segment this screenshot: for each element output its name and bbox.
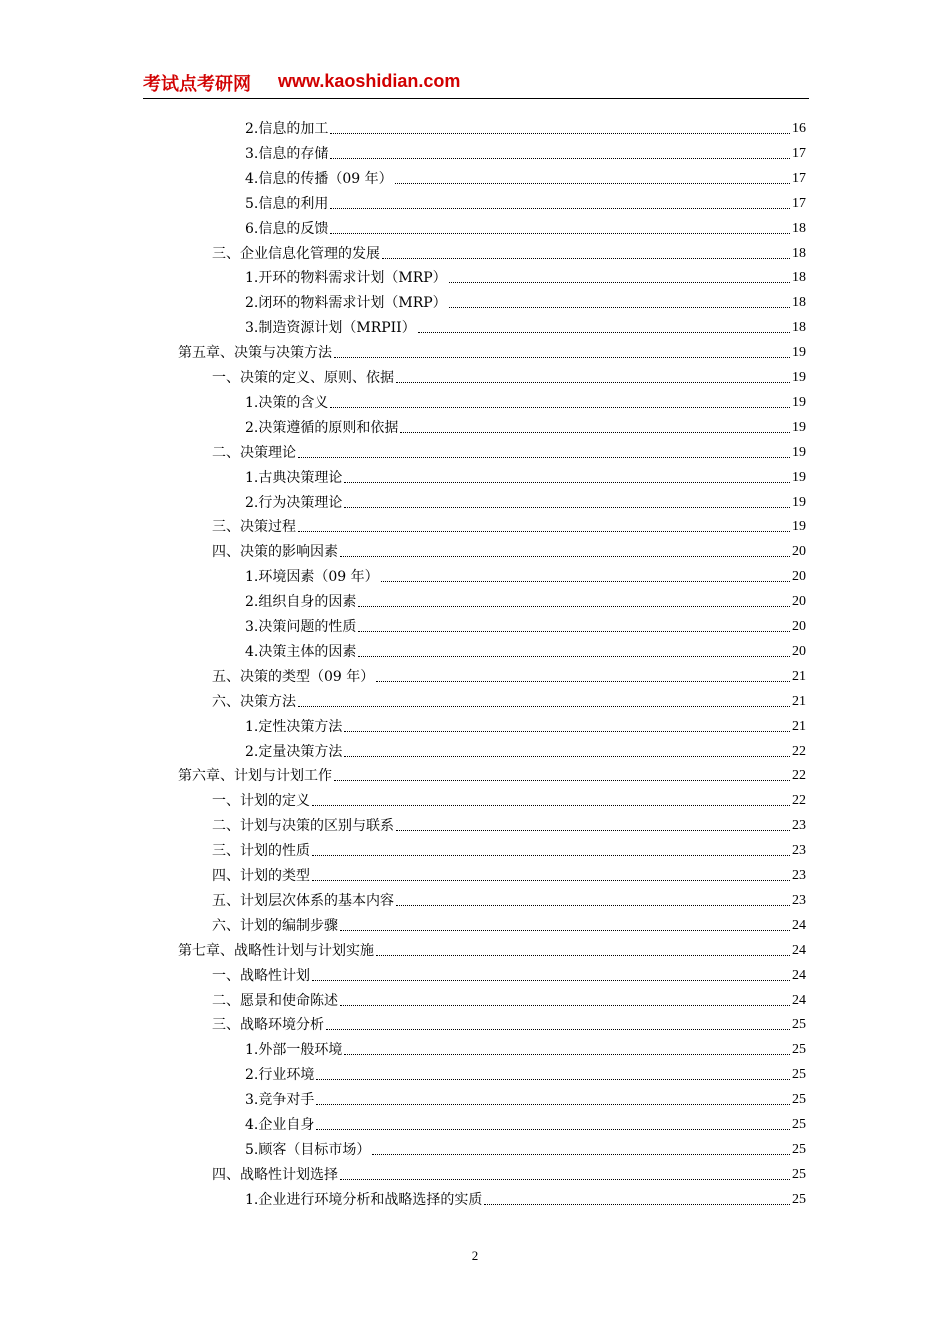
toc-entry-title: 3.制造资源计划（MRPII） <box>245 320 416 337</box>
toc-entry[interactable] <box>245 116 806 138</box>
toc-entry[interactable] <box>245 490 806 512</box>
toc-entry[interactable] <box>245 1037 806 1059</box>
toc-entry-title: 六、决策方法 <box>212 693 296 710</box>
toc-entry-title: 1.外部一般环境 <box>245 1042 343 1059</box>
toc-entry[interactable] <box>245 1087 806 1109</box>
toc-entry-page: 18 <box>792 245 806 261</box>
toc-entry[interactable] <box>245 415 806 437</box>
toc-entry-title: 三、企业信息化管理的发展 <box>212 245 380 262</box>
toc-leader-dots <box>382 257 790 259</box>
toc-entry[interactable] <box>212 913 806 935</box>
toc-entry-page: 25 <box>792 1166 806 1182</box>
toc-entry-page: 23 <box>792 843 806 859</box>
toc-entry-title: 2.决策遵循的原则和依据 <box>245 419 399 436</box>
toc-entry-page: 24 <box>792 942 806 958</box>
toc-entry-page: 21 <box>792 668 806 684</box>
toc-entry[interactable] <box>245 390 806 412</box>
toc-entry-title: 四、计划的类型 <box>212 868 310 884</box>
page-header <box>143 70 809 99</box>
toc-leader-dots <box>396 904 790 906</box>
toc-entry-title: 1.企业进行环境分析和战略选择的实质 <box>245 1191 483 1208</box>
toc-entry-page: 18 <box>792 295 806 311</box>
toc-entry-title: 2.信息的加工 <box>245 121 329 137</box>
toc-leader-dots <box>340 555 790 557</box>
toc-entry-page: 20 <box>792 594 806 610</box>
toc-entry-title: 1.定性决策方法 <box>245 718 343 735</box>
toc-entry-page: 25 <box>792 1092 806 1108</box>
toc-leader-dots <box>298 530 790 532</box>
toc-entry-page: 22 <box>792 743 806 759</box>
toc-entry[interactable] <box>212 1162 806 1184</box>
toc-leader-dots <box>344 506 790 508</box>
page-number: 2 <box>471 1248 479 1263</box>
toc-entry[interactable] <box>245 141 806 163</box>
toc-entry[interactable] <box>245 589 806 611</box>
toc-entry[interactable] <box>245 265 806 287</box>
toc-entry[interactable] <box>245 216 806 238</box>
toc-leader-dots <box>312 879 790 881</box>
toc-leader-dots <box>326 1028 790 1030</box>
toc-leader-dots <box>312 804 790 806</box>
toc-leader-dots <box>298 456 790 458</box>
toc-entry[interactable] <box>212 988 806 1010</box>
toc-entry[interactable] <box>245 1112 806 1134</box>
toc-leader-dots <box>372 1153 790 1155</box>
toc-entry-page: 18 <box>792 220 806 236</box>
toc-leader-dots <box>358 630 790 632</box>
toc-leader-dots <box>449 306 790 308</box>
toc-entry[interactable] <box>245 1062 806 1084</box>
toc-entry-title: 第五章、决策与决策方法 <box>178 345 332 362</box>
toc-entry[interactable] <box>245 290 806 312</box>
toc-entry-title: 二、计划与决策的区别与联系 <box>212 818 394 835</box>
brand-url[interactable]: www.kaoshidian.com <box>278 71 461 91</box>
toc-entry-title: 2.组织自身的因素 <box>245 594 357 611</box>
toc-entry[interactable] <box>178 340 806 362</box>
toc-leader-dots <box>316 1128 790 1130</box>
toc-entry[interactable] <box>212 838 806 860</box>
toc-entry[interactable] <box>212 440 806 462</box>
toc-entry-page: 23 <box>792 818 806 834</box>
toc-entry[interactable] <box>212 963 806 985</box>
toc-entry-page: 25 <box>792 1042 806 1058</box>
toc-entry-title: 一、决策的定义、原则、依据 <box>212 370 394 386</box>
toc-entry-page: 19 <box>792 519 806 535</box>
toc-entry-title: 四、决策的影响因素 <box>212 544 338 561</box>
toc-entry-title: 三、决策过程 <box>212 519 296 536</box>
toc-leader-dots <box>316 1103 790 1105</box>
toc-entry-page: 25 <box>792 1067 806 1083</box>
toc-leader-dots <box>381 580 790 582</box>
toc-entry-page: 19 <box>792 345 806 361</box>
toc-entry[interactable] <box>212 539 806 561</box>
toc-entry-page: 19 <box>792 419 806 435</box>
toc-entry-page: 19 <box>792 494 806 510</box>
toc-entry[interactable] <box>212 365 806 387</box>
toc-entry-title: 五、计划层次体系的基本内容 <box>212 892 394 909</box>
toc-entry-page: 19 <box>792 394 806 410</box>
toc-entry-page: 20 <box>792 569 806 585</box>
toc-leader-dots <box>395 182 790 184</box>
toc-leader-dots <box>330 157 790 159</box>
toc-entry-title: 2.闭环的物料需求计划（MRP） <box>245 295 447 312</box>
toc-leader-dots <box>334 356 790 358</box>
toc-entry[interactable] <box>245 639 806 661</box>
toc-entry[interactable] <box>212 241 806 263</box>
toc-entry[interactable] <box>245 166 806 188</box>
toc-leader-dots <box>344 481 790 483</box>
toc-leader-dots <box>316 1078 790 1080</box>
toc-entry-title: 3.决策问题的性质 <box>245 619 357 635</box>
toc-entry-page: 25 <box>792 1191 806 1207</box>
brand-name: 考试点考研网 <box>143 74 251 95</box>
toc-leader-dots <box>376 680 790 682</box>
toc-entry[interactable] <box>212 863 806 885</box>
toc-entry-page: 23 <box>792 892 806 908</box>
toc-entry-title: 二、愿景和使命陈述 <box>212 992 338 1009</box>
toc-entry-page: 16 <box>792 121 806 136</box>
toc-entry-title: 一、战略性计划 <box>212 967 310 984</box>
toc-entry-page: 20 <box>792 643 806 659</box>
toc-entry-title: 1.决策的含义 <box>245 394 329 411</box>
toc-entry-title: 四、战略性计划选择 <box>212 1166 338 1183</box>
toc-leader-dots <box>344 730 790 732</box>
toc-entry-page: 25 <box>792 1017 806 1033</box>
toc-entry-title: 3.竞争对手 <box>245 1092 315 1109</box>
toc-leader-dots <box>312 979 790 981</box>
toc-entry[interactable] <box>245 191 806 213</box>
toc-entry[interactable] <box>245 739 806 761</box>
toc-entry[interactable] <box>212 689 806 711</box>
toc-leader-dots <box>358 605 790 607</box>
toc-entry-page: 23 <box>792 868 806 883</box>
toc-leader-dots <box>298 705 790 707</box>
toc-leader-dots <box>396 381 790 383</box>
toc-entry-title: 4.决策主体的因素 <box>245 643 357 660</box>
toc-leader-dots <box>330 406 790 408</box>
toc-entry-title: 5.顾客（目标市场） <box>245 1141 371 1158</box>
toc-entry-page: 21 <box>792 693 806 709</box>
toc-entry[interactable] <box>245 714 806 736</box>
toc-entry-title: 2.定量决策方法 <box>245 743 343 760</box>
toc-entry-title: 二、决策理论 <box>212 444 296 461</box>
toc-entry[interactable] <box>212 1012 806 1034</box>
toc-entry-title: 2.行为决策理论 <box>245 494 343 511</box>
toc-entry-page: 18 <box>792 270 806 286</box>
toc-leader-dots <box>340 929 790 931</box>
toc-entry-page: 25 <box>792 1117 806 1132</box>
toc-entry-page: 19 <box>792 370 806 385</box>
toc-entry-title: 三、战略环境分析 <box>212 1017 324 1034</box>
toc-entry-page: 17 <box>792 145 806 161</box>
toc-entry[interactable] <box>245 315 806 337</box>
toc-entry-title: 1.环境因素（09 年） <box>245 569 379 586</box>
toc-leader-dots <box>330 132 790 134</box>
toc-entry-title: 五、决策的类型（09 年） <box>212 668 375 685</box>
toc-entry-title: 4.信息的传播（09 年） <box>245 170 393 187</box>
toc-entry-title: 第六章、计划与计划工作 <box>178 768 332 785</box>
toc-entry-title: 5.信息的利用 <box>245 195 329 212</box>
toc-leader-dots <box>358 655 790 657</box>
toc-entry-title: 1.古典决策理论 <box>245 469 343 486</box>
toc-entry-title: 第七章、战略性计划与计划实施 <box>178 942 374 959</box>
toc-entry-page: 20 <box>792 544 806 560</box>
toc-entry-title: 3.信息的存储 <box>245 145 329 162</box>
toc-entry-page: 22 <box>792 793 806 809</box>
toc-entry[interactable] <box>212 664 806 686</box>
toc-leader-dots <box>312 854 790 856</box>
toc-entry-page: 17 <box>792 195 806 211</box>
toc-leader-dots <box>449 281 790 283</box>
toc-entry-title: 三、计划的性质 <box>212 843 310 860</box>
toc-entry-title: 1.开环的物料需求计划（MRP） <box>245 270 447 287</box>
toc-leader-dots <box>340 1004 790 1006</box>
toc-entry-page: 20 <box>792 619 806 634</box>
toc-entry-page: 19 <box>792 469 806 485</box>
toc-leader-dots <box>376 954 790 956</box>
toc-leader-dots <box>400 431 790 433</box>
toc-entry[interactable] <box>212 788 806 810</box>
toc-leader-dots <box>330 207 790 209</box>
toc-entry[interactable] <box>212 888 806 910</box>
toc-entry[interactable] <box>245 564 806 586</box>
toc-entry-title: 一、计划的定义 <box>212 793 310 810</box>
toc-leader-dots <box>344 755 790 757</box>
toc-entry-page: 25 <box>792 1141 806 1157</box>
toc-entry-page: 17 <box>792 170 806 186</box>
toc-entry[interactable] <box>178 763 806 785</box>
toc-entry[interactable] <box>212 813 806 835</box>
toc-leader-dots <box>418 331 790 333</box>
toc-entry[interactable] <box>178 938 806 960</box>
toc-entry-title: 6.信息的反馈 <box>245 220 329 237</box>
toc-entry-page: 21 <box>792 718 806 734</box>
toc-entry-page: 22 <box>792 768 806 784</box>
toc-entry[interactable] <box>245 614 806 636</box>
toc-entry-page: 19 <box>792 444 806 460</box>
toc-entry[interactable] <box>212 514 806 536</box>
toc-entry[interactable] <box>245 1187 806 1209</box>
toc-entry-page: 24 <box>792 967 806 983</box>
toc-entry[interactable] <box>245 1137 806 1159</box>
toc-entry-title: 4.企业自身 <box>245 1117 315 1133</box>
toc-entry-page: 18 <box>792 320 806 336</box>
toc-leader-dots <box>330 232 790 234</box>
toc-entry-page: 24 <box>792 992 806 1008</box>
toc-leader-dots <box>340 1178 790 1180</box>
toc-leader-dots <box>484 1203 790 1205</box>
toc-leader-dots <box>344 1053 790 1055</box>
toc-leader-dots <box>334 779 790 781</box>
toc-entry-title: 2.行业环境 <box>245 1067 315 1084</box>
toc-entry-page: 24 <box>792 917 806 933</box>
toc-leader-dots <box>396 829 790 831</box>
toc-entry[interactable] <box>245 465 806 487</box>
toc-entry-title: 六、计划的编制步骤 <box>212 917 338 934</box>
